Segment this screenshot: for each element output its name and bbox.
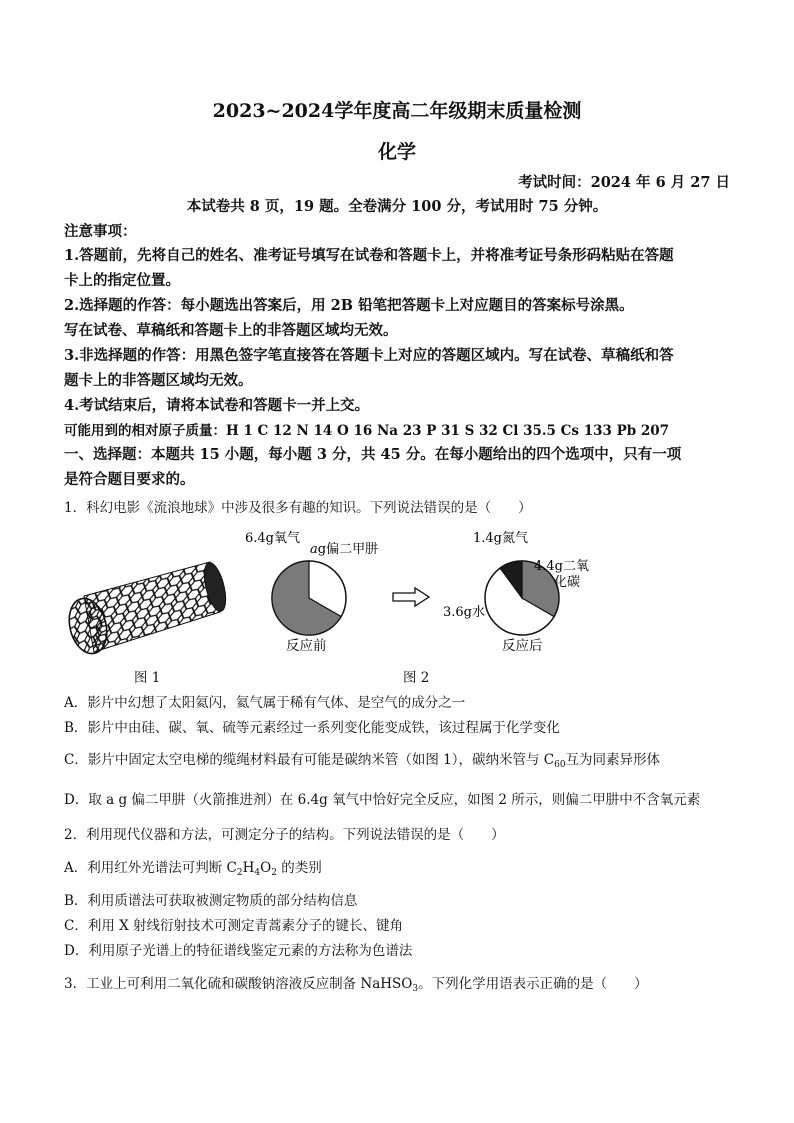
subject-title: 化学: [377, 141, 416, 163]
pie-before-oxygen-label: 6.4g氧气: [245, 531, 300, 546]
atomic-masses: 可能用到的相对原子质量：H 1 C 12 N 14 O 16 Na 23 P 31 S 32 Cl 35.5 Cs 133 Pb 207: [64, 423, 670, 439]
notice-line-2b: 写在试卷、草稿纸和答题卡上的非答题区域均无效。: [64, 322, 398, 339]
pie-after-co2-label-a: 4.4g二氧: [534, 559, 589, 574]
pie-after-water-label: 3.6g水: [443, 605, 485, 620]
question-2-stem: 2．利用现代仪器和方法，可测定分子的结构。下列说法错误的是（ ）: [64, 827, 505, 843]
pie-before-caption: 反应前: [286, 638, 327, 654]
notice-line-1b: 卡上的指定位置。: [64, 272, 180, 289]
question-1-option-d: D．取 a g 偏二甲肼（火箭推进剂）在 6.4g 氧气中恰好完全反应，如图 2 所示，则偏二甲肼中不含氧元素: [64, 792, 701, 808]
question-2-option-d: D．利用原子光谱上的特征谱线鉴定元素的方法称为色谱法: [64, 943, 413, 959]
question-3-stem: 3．工业上可利用二氧化硫和碳酸钠溶液反应制备 NaHSO$_3$。下列化学用语表示正确的是（ ）: [64, 976, 648, 994]
section-1-heading-a: 一、选择题：本题共 15 小题，每小题 3 分，共 45 分。在每小题给出的四个选项中，只有一项: [64, 446, 682, 463]
notice-heading: 注意事项：: [64, 223, 137, 240]
figure-2-pies: [232, 520, 592, 660]
paper-title: 2023~2024学年度高二年级期末质量检测: [212, 100, 582, 122]
figure-2-caption: 图 2: [403, 670, 430, 686]
notice-line-2a: 2.选择题的作答：每小题选出答案后，用 2B 铅笔把答题卡上对应题目的答案标号涂黑。: [64, 297, 634, 314]
question-2-option-a: A．利用红外光谱法可判断 $C_2H_4O_2$ 的类别: [64, 860, 322, 878]
notice-line-4: 4.考试结束后，请将本试卷和答题卡一并上交。: [64, 397, 370, 414]
question-1-option-a: A．影片中幻想了太阳氦闪，氦气属于稀有气体、是空气的成分之一: [64, 695, 466, 711]
notice-line-3a: 3.非选择题的作答：用黑色签字笔直接答在答题卡上对应的答题区域内。写在试卷、草稿纸和答: [64, 347, 674, 364]
reaction-arrow-icon: [393, 588, 429, 606]
pie-before: [272, 561, 346, 635]
pie-after-co2-label-b: 化碳: [554, 575, 581, 590]
question-1-option-c: C．影片中固定太空电梯的缆绳材料最有可能是碳纳米管（如图 1），碳纳米管与 $C_{60}$互为同素异形体: [64, 752, 661, 770]
question-2-option-b: B．利用质谱法可获取被测定物质的部分结构信息: [64, 893, 358, 909]
question-1-option-b: B．影片中由硅、碳、氧、硫等元素经过一系列变化能变成铁，该过程属于化学变化: [64, 720, 560, 736]
section-1-heading-b: 是符合题目要求的。: [64, 471, 195, 488]
figure-1-caption: 图 1: [134, 670, 161, 686]
pie-before-fuel-label: ag偏二甲肼: [310, 542, 379, 557]
figure-1-nanotube: [64, 556, 232, 668]
question-2-option-c: C．利用 X 射线衍射技术可测定青蒿素分子的键长、键角: [64, 918, 404, 934]
pie-after-n2-label: 1.4g氮气: [473, 531, 528, 546]
exam-time: 考试时间：2024 年 6 月 27 日: [518, 174, 730, 191]
exam-info: 本试卷共 8 页，19 题。全卷满分 100 分，考试用时 75 分钟。: [186, 198, 608, 215]
notice-line-3b: 题卡上的非答题区域均无效。: [64, 372, 253, 389]
question-1-stem: 1．科幻电影《流浪地球》中涉及很多有趣的知识。下列说法错误的是（ ）: [64, 500, 532, 516]
pie-after-caption: 反应后: [502, 638, 543, 654]
notice-line-1a: 1.答题前，先将自己的姓名、准考证号填写在试卷和答题卡上，并将准考证号条形码粘贴在答题: [64, 247, 674, 264]
